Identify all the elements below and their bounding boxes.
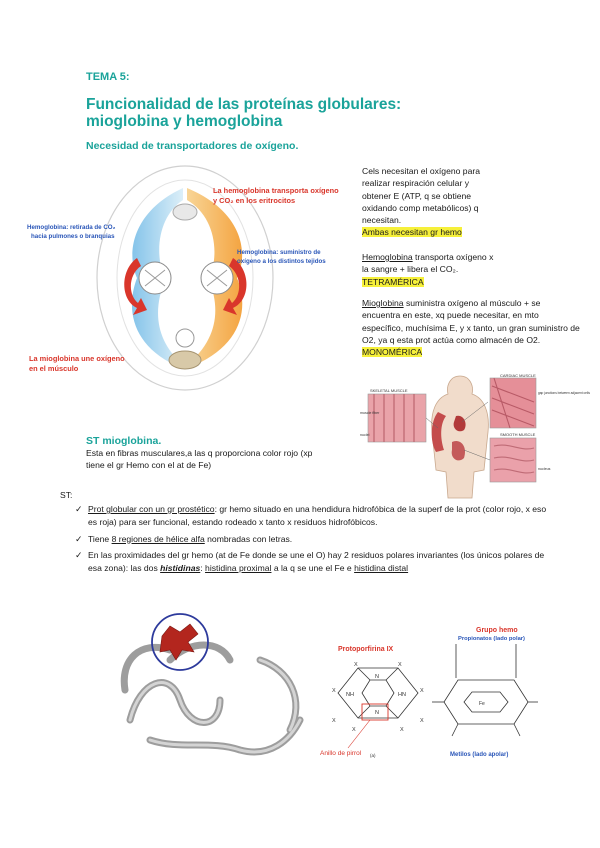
bullet-3-sep: : bbox=[200, 563, 206, 574]
x-group: X bbox=[354, 662, 358, 668]
heme-chemistry-figure bbox=[318, 618, 540, 766]
x-group: X bbox=[420, 688, 424, 694]
heme-group bbox=[160, 624, 198, 660]
page-title-line-2: mioglobina y hemoglobina bbox=[86, 113, 283, 130]
protoporfirina-label: Protoporfirina IX bbox=[338, 646, 394, 653]
bullet-2-pre: Tiene bbox=[88, 533, 112, 544]
muscle-fiber-label: muscle fiber bbox=[360, 411, 380, 415]
intro-paragraph bbox=[362, 165, 592, 239]
grupo-hemo-label: Grupo hemo bbox=[476, 627, 518, 634]
st-bullet-list bbox=[60, 503, 550, 579]
label-hb-transport-1: La hemoglobina transporta oxígeno bbox=[213, 186, 339, 195]
label-hb-retirada-1: Hemoglobina: retirada de CO₂ bbox=[27, 224, 116, 231]
anillo-sub-label: (a) bbox=[370, 753, 376, 758]
x-group: X bbox=[400, 727, 404, 733]
check-icon: ✓ bbox=[75, 533, 83, 544]
myoglobin-ribbon-figure bbox=[110, 600, 320, 760]
check-icon: ✓ bbox=[75, 550, 83, 561]
st-description bbox=[86, 447, 356, 472]
st-description-line-2: tiene el gr Hemo con el at de Fe) bbox=[86, 460, 212, 471]
bullet-2-term: 8 regiones de hélice alfa bbox=[111, 533, 205, 544]
list-item bbox=[60, 549, 550, 575]
bullet-3-mid: a la q se une el Fe e bbox=[271, 563, 355, 574]
intro-line: obtener E (ATP, q se obtiene bbox=[362, 190, 472, 201]
st-label: ST: bbox=[60, 490, 73, 500]
label-hb-suministro-2: oxígeno a los distintos tejidos bbox=[237, 258, 326, 265]
histidina-proximal: histidina proximal bbox=[205, 563, 272, 574]
propionatos-label: Propionatos (lado polar) bbox=[458, 636, 525, 642]
histidina-distal: histidina distal bbox=[354, 563, 409, 574]
st-heading: ST mioglobina. bbox=[86, 435, 162, 447]
intro-line: oxidando comp metabólicos) q bbox=[362, 202, 479, 213]
bullet-2-text: nombradas con letras. bbox=[204, 533, 293, 544]
tetramerica-tag: TETRAMÉRICA bbox=[362, 276, 424, 287]
skeletal-muscle-panel bbox=[368, 394, 426, 442]
section-subtitle: Necesidad de transportadores de oxígeno. bbox=[86, 140, 299, 152]
myoglobin-paragraph bbox=[362, 297, 596, 358]
hemoglobin-line-2: la sangre + libera el CO₂. bbox=[362, 264, 459, 275]
myoglobin-molecule bbox=[176, 329, 194, 347]
anillo-label: Anillo de pirrol bbox=[320, 750, 362, 757]
myoglobin-line-2: encuentra en este, xq puede necesitar, en mto bbox=[362, 310, 539, 321]
label-mb-1: La mioglobina une oxígeno bbox=[29, 354, 125, 363]
monomerica-tag: MONOMÉRICA bbox=[362, 347, 423, 358]
skeletal-label: SKELETAL MUSCLE bbox=[370, 388, 408, 393]
label-hb-transport-2: y CO₂ en los eritrocitos bbox=[213, 196, 296, 205]
list-item bbox=[60, 533, 550, 546]
intro-line: Cels necesitan el oxígeno para bbox=[362, 166, 481, 176]
topic-number: TEMA 5: bbox=[86, 71, 130, 83]
hemoglobin-line-1: transporta oxígeno x bbox=[412, 252, 494, 262]
hn-label: HN bbox=[398, 692, 406, 698]
x-group: X bbox=[420, 718, 424, 724]
histidinas-term: histidinas bbox=[160, 563, 201, 574]
page-title bbox=[86, 96, 416, 130]
oxygen-cycle-figure bbox=[25, 160, 345, 405]
myoglobin-line-4: O2, ya q esta prot actúa como almacén de O2. bbox=[362, 334, 541, 345]
bullet-1-text: : gr hemo situado en una hendidura hidrofóbica de la superf de la prot (color rojo, x eso es roja) para ser funcional, estando rodeado x tanto x residuos hidrofóbicos. bbox=[88, 504, 547, 527]
intro-line: realizar respiración celular y bbox=[362, 178, 469, 189]
x-group: X bbox=[332, 688, 336, 694]
label-hb-retirada-2: hacia pulmones o branquias bbox=[31, 233, 115, 240]
intro-highlight: Ambas necesitan gr hemo bbox=[362, 227, 462, 238]
lung-icon bbox=[173, 204, 197, 220]
nuclei-label: nuclei bbox=[360, 433, 370, 437]
smooth-muscle-panel bbox=[490, 438, 536, 482]
gap-label: gap junctions between adjacent cells bbox=[538, 391, 590, 395]
smooth-label: SMOOTH MUSCLE bbox=[500, 432, 536, 437]
muscle-icon bbox=[169, 351, 201, 369]
hemoglobin-term: Hemoglobina bbox=[362, 252, 413, 262]
bullet-1-term: Prot globular con un gr prostético bbox=[88, 504, 215, 514]
myoglobin-line-1: suministra oxígeno al músculo + se bbox=[403, 298, 541, 308]
intro-line: necesitan. bbox=[362, 215, 402, 226]
fe-label: Fe bbox=[479, 701, 485, 707]
bullet-3-pre: En las proximidades del gr hemo (at de Fe donde se une el O) hay 2 residuos polares invariantes (los únicos polares de esa zona): las dos bbox=[88, 550, 545, 574]
metilos-label: Metilos (lado apolar) bbox=[450, 752, 509, 758]
label-hb-suministro-1: Hemoglobina: suministro de bbox=[237, 249, 321, 256]
muscle-types-figure bbox=[360, 372, 590, 500]
page-title-line-1: Funcionalidad de las proteínas globulares: bbox=[86, 96, 402, 113]
nucleus-label: nucleus bbox=[538, 467, 551, 471]
x-group: X bbox=[332, 718, 336, 724]
label-mb-2: en el músculo bbox=[29, 364, 79, 373]
myoglobin-term: Mioglobina bbox=[362, 298, 404, 308]
myoglobin-line-3: específico, muchísima E, y x tanto, un gran suministro de bbox=[362, 322, 580, 333]
x-group: X bbox=[398, 662, 402, 668]
x-group: X bbox=[352, 727, 356, 733]
st-description-line-1: Esta en fibras musculares,a las q proporciona color rojo (xp bbox=[86, 448, 313, 458]
check-icon: ✓ bbox=[75, 504, 83, 514]
cardiac-label: CARDIAC MUSCLE bbox=[500, 373, 536, 378]
list-item bbox=[60, 503, 550, 529]
hemoglobin-paragraph bbox=[362, 251, 592, 288]
n-label: N bbox=[375, 674, 379, 680]
nh-label: NH bbox=[346, 692, 354, 698]
n-label: N bbox=[375, 710, 379, 716]
